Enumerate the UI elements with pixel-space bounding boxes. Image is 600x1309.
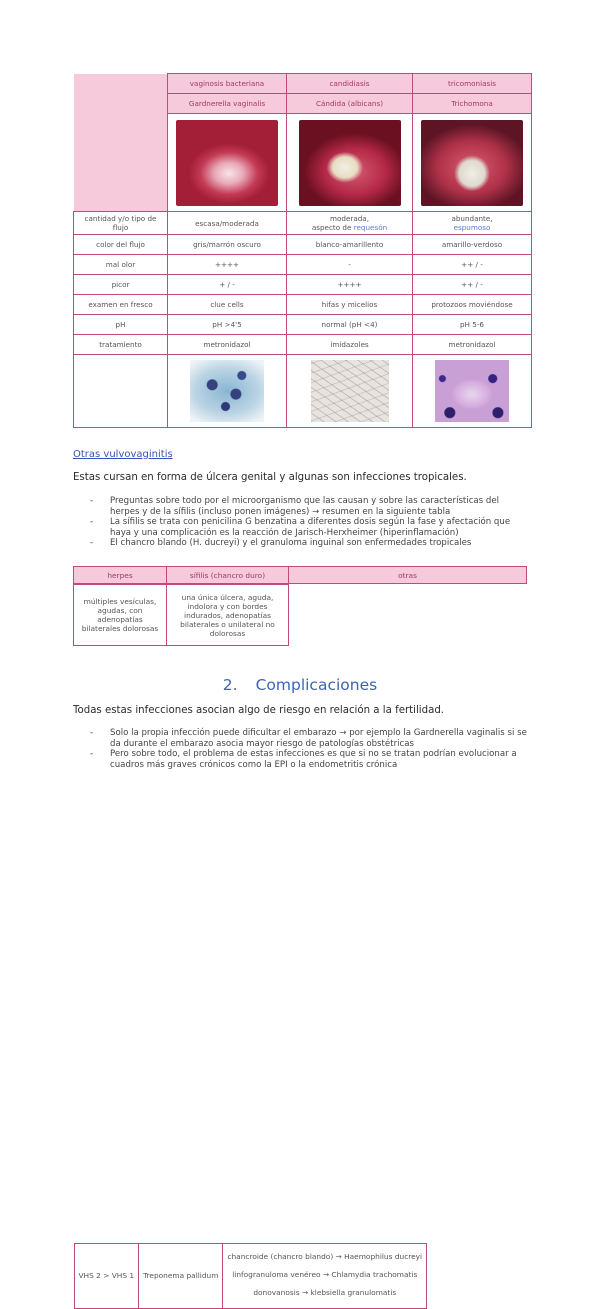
micro-cell-candidiasis bbox=[287, 355, 413, 428]
cell: hifas y micelios bbox=[287, 295, 413, 315]
section-number: 2. bbox=[222, 676, 238, 694]
photo-cell-candidiasis bbox=[287, 114, 413, 212]
cell: ++ / - bbox=[413, 275, 532, 295]
otras-item: donovanosis → klebsiella granulomatis bbox=[253, 1287, 397, 1297]
micro-cell-vaginosis bbox=[168, 355, 287, 428]
cell: normal (pH <4) bbox=[287, 315, 413, 335]
cell: múltiples vesículas, agudas, con adenopatías bilaterales dolorosas bbox=[74, 585, 167, 646]
row-label: examen en fresco bbox=[74, 295, 168, 315]
header-sifilis: sífilis (chancro duro) bbox=[167, 567, 289, 584]
row-label: pH bbox=[74, 315, 168, 335]
row-label: tratamiento bbox=[74, 335, 168, 355]
header-vaginosis: vaginosis bacteriana bbox=[168, 74, 287, 94]
organism-trichomona: Trichomona bbox=[413, 94, 532, 114]
clinical-photo-vaginosis bbox=[176, 120, 278, 206]
cell: metronidazol bbox=[413, 335, 532, 355]
clinical-photo-candidiasis bbox=[299, 120, 401, 206]
bullet-list-2 bbox=[90, 728, 530, 770]
organism-candida: Cándida (albicans) bbox=[287, 94, 413, 114]
cell: VHS 2 > VHS 1 bbox=[74, 1243, 139, 1308]
cell: pH 5-6 bbox=[413, 315, 532, 335]
cell: + / - bbox=[168, 275, 287, 295]
otras-item: linfogranuloma venéreo → Chlamydia trachomatis bbox=[232, 1269, 418, 1279]
otras-cell bbox=[223, 1243, 427, 1308]
micrograph-clue-cells bbox=[190, 360, 264, 422]
cell: protozoos moviéndose bbox=[413, 295, 532, 315]
cell: pH >4'5 bbox=[168, 315, 287, 335]
cell: blanco-amarillento bbox=[287, 235, 413, 255]
otras-vulvovaginitis-link[interactable]: Otras vulvovaginitis bbox=[73, 449, 173, 460]
section-title: Complicaciones bbox=[255, 676, 378, 694]
complications-paragraph: Todas estas infecciones asocian algo de riesgo en relación a la fertilidad. bbox=[73, 705, 445, 716]
bullet-list-1 bbox=[90, 496, 530, 549]
cell: metronidazol bbox=[168, 335, 287, 355]
cell: ++ / - bbox=[413, 255, 532, 275]
clinical-photo-tricomoniasis bbox=[421, 120, 523, 206]
cell: imidazoles bbox=[287, 335, 413, 355]
photo-cell-vaginosis bbox=[168, 114, 287, 212]
otras-item: chancroide (chancro blando) → Haemophilus ducreyi bbox=[227, 1251, 423, 1261]
list-item: - El chancro blando (H. ducreyi) y el granuloma inguinal son enfermedades tropicales bbox=[90, 538, 530, 549]
micro-cell-tricomoniasis bbox=[413, 355, 532, 428]
cell: abundante, espumoso bbox=[413, 212, 532, 235]
organism-gardnerella: Gardnerella vaginalis bbox=[168, 94, 287, 114]
header-candidiasis: candidiasis bbox=[287, 74, 413, 94]
header-otras: otras bbox=[289, 567, 527, 584]
header-tricomoniasis: tricomoniasis bbox=[413, 74, 532, 94]
header-herpes: herpes bbox=[74, 567, 167, 584]
micrograph-hyphae bbox=[311, 360, 389, 422]
row-label: color del flujo bbox=[74, 235, 168, 255]
cell: clue cells bbox=[168, 295, 287, 315]
cell: escasa/moderada bbox=[168, 212, 287, 235]
list-item: - Solo la propia infección puede dificultar el embarazo → por ejemplo la Gardnerella vaginalis si se da durante el embarazo asocia mayor riesgo de patologías obstétricas bbox=[90, 728, 530, 749]
row-label: picor bbox=[74, 275, 168, 295]
photo-cell-tricomoniasis bbox=[413, 114, 532, 212]
cell: ++++ bbox=[168, 255, 287, 275]
cell: amarillo-verdoso bbox=[413, 235, 532, 255]
cell: gris/marrón oscuro bbox=[168, 235, 287, 255]
row-label: mal olor bbox=[74, 255, 168, 275]
cell: moderada, aspecto de requesón bbox=[287, 212, 413, 235]
cell: ++++ bbox=[287, 275, 413, 295]
list-item: - Pero sobre todo, el problema de estas infecciones es que si no se tratan podrían evolucionar a cuadros más graves crónicos como la EPI o la endometritis crónica bbox=[90, 749, 530, 770]
vulvovaginitis-comparison-table bbox=[73, 73, 532, 428]
row-label: cantidad y/o tipo de flujo bbox=[74, 212, 168, 235]
intro-paragraph: Estas cursan en forma de úlcera genital y algunas son infecciones tropicales. bbox=[73, 472, 467, 483]
cell: una única úlcera, aguda, indolora y con bordes indurados, adenopatías bilaterales o unilateral no dolorosas bbox=[167, 585, 289, 646]
list-item: - Preguntas sobre todo por el microorganismo que las causan y sobre las características del herpes y de la sífilis (incluso ponen imágenes) → resumen en la siguiente tabla bbox=[90, 496, 530, 517]
section-heading bbox=[0, 676, 600, 694]
cell: Treponema pallidum bbox=[139, 1243, 223, 1308]
list-item: - La sífilis se trata con penicilina G benzatina a diferentes dosis según la fase y afectación que haya y una complicación es la reacción de Jarisch-Herxheimer (hiperinflamación) bbox=[90, 517, 530, 538]
micrograph-protozoa bbox=[435, 360, 509, 422]
cell: - bbox=[287, 255, 413, 275]
empty-cell bbox=[74, 355, 168, 428]
empty-corner-cell bbox=[74, 74, 168, 212]
